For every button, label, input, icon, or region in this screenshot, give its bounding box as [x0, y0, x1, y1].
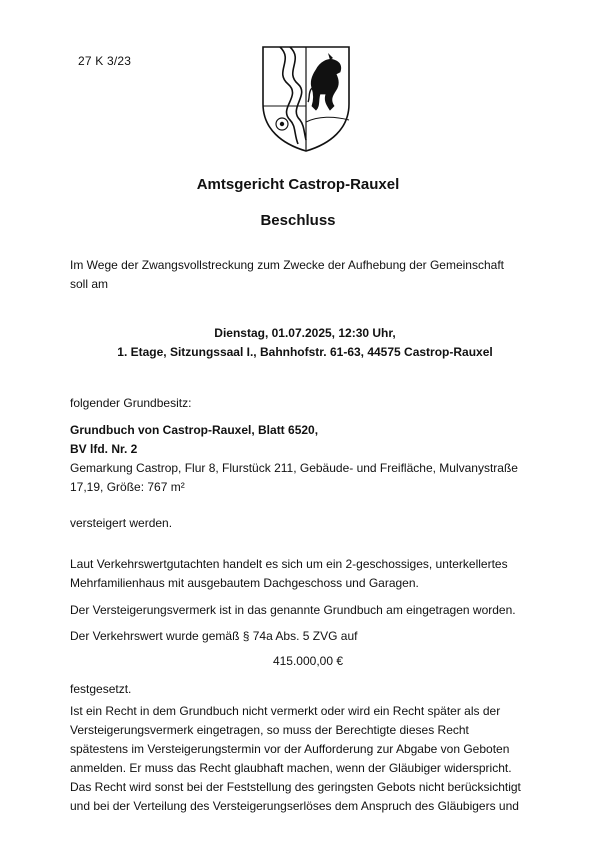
valuation-line-1: Laut Verkehrswertgutachten handelt es sich um ein 2-geschossiges, unterkellertes — [70, 557, 508, 571]
rights-notice-line-6: und bei der Verteilung des Versteigerungserlöses dem Anspruch des Gläubigers und — [70, 799, 519, 813]
court-name: Amtsgericht Castrop-Rauxel — [196, 176, 400, 193]
intro-line-2: soll am — [70, 277, 109, 291]
file-reference: 27 K 3/23 — [78, 54, 132, 68]
intro-line-1: Im Wege der Zwangsvollstreckung zum Zwecke der Aufhebung der Gemeinschaft — [70, 258, 504, 272]
valuation-line-2: Mehrfamilienhaus mit ausgebautem Dachgeschoss und Garagen. — [70, 576, 419, 590]
market-value-amount: 415.000,00 € — [272, 654, 344, 668]
nrw-coat-of-arms-icon — [260, 44, 352, 154]
decision-title: Beschluss — [260, 212, 336, 229]
registration-note: Der Versteigerungsvermerk ist in das genannte Grundbuch am eingetragen worden. — [70, 603, 516, 617]
property-register: Grundbuch von Castrop-Rauxel, Blatt 6520, — [70, 423, 319, 437]
rights-notice-line-1: Ist ein Recht in dem Grundbuch nicht vermerkt oder wird ein Recht später als der — [70, 704, 501, 718]
auction-phrase: versteigert werden. — [70, 516, 173, 530]
value-intro: Der Verkehrswert wurde gemäß § 74a Abs. 5 ZVG auf — [70, 629, 358, 643]
rights-notice-line-2: Versteigerungsvermerk eingetragen, so muss der Berechtigte dieses Recht — [70, 723, 469, 737]
appointment-datetime: Dienstag, 01.07.2025, 12:30 Uhr, — [214, 326, 396, 340]
property-label: folgender Grundbesitz: — [70, 396, 192, 410]
property-description-line-1: Gemarkung Castrop, Flur 8, Flurstück 211, Gebäude- und Freifläche, Mulvanystraße — [70, 461, 518, 475]
appointment-location: 1. Etage, Sitzungssaal I., Bahnhofstr. 61-63, 44575 Castrop-Rauxel — [117, 345, 493, 359]
rights-notice-line-4: anmelden. Er muss das Recht glaubhaft machen, wenn der Gläubiger widerspricht. — [70, 761, 512, 775]
property-description-line-2: 17,19, Größe: 767 m² — [70, 480, 185, 494]
value-fixed: festgesetzt. — [70, 682, 132, 696]
rights-notice-line-5: Das Recht wird sonst bei der Feststellung des geringsten Gebots nicht berücksichtigt — [70, 780, 521, 794]
rights-notice-line-3: spätestens im Versteigerungstermin vor der Aufforderung zur Abgabe von Geboten — [70, 742, 510, 756]
property-entry: BV lfd. Nr. 2 — [70, 442, 138, 456]
